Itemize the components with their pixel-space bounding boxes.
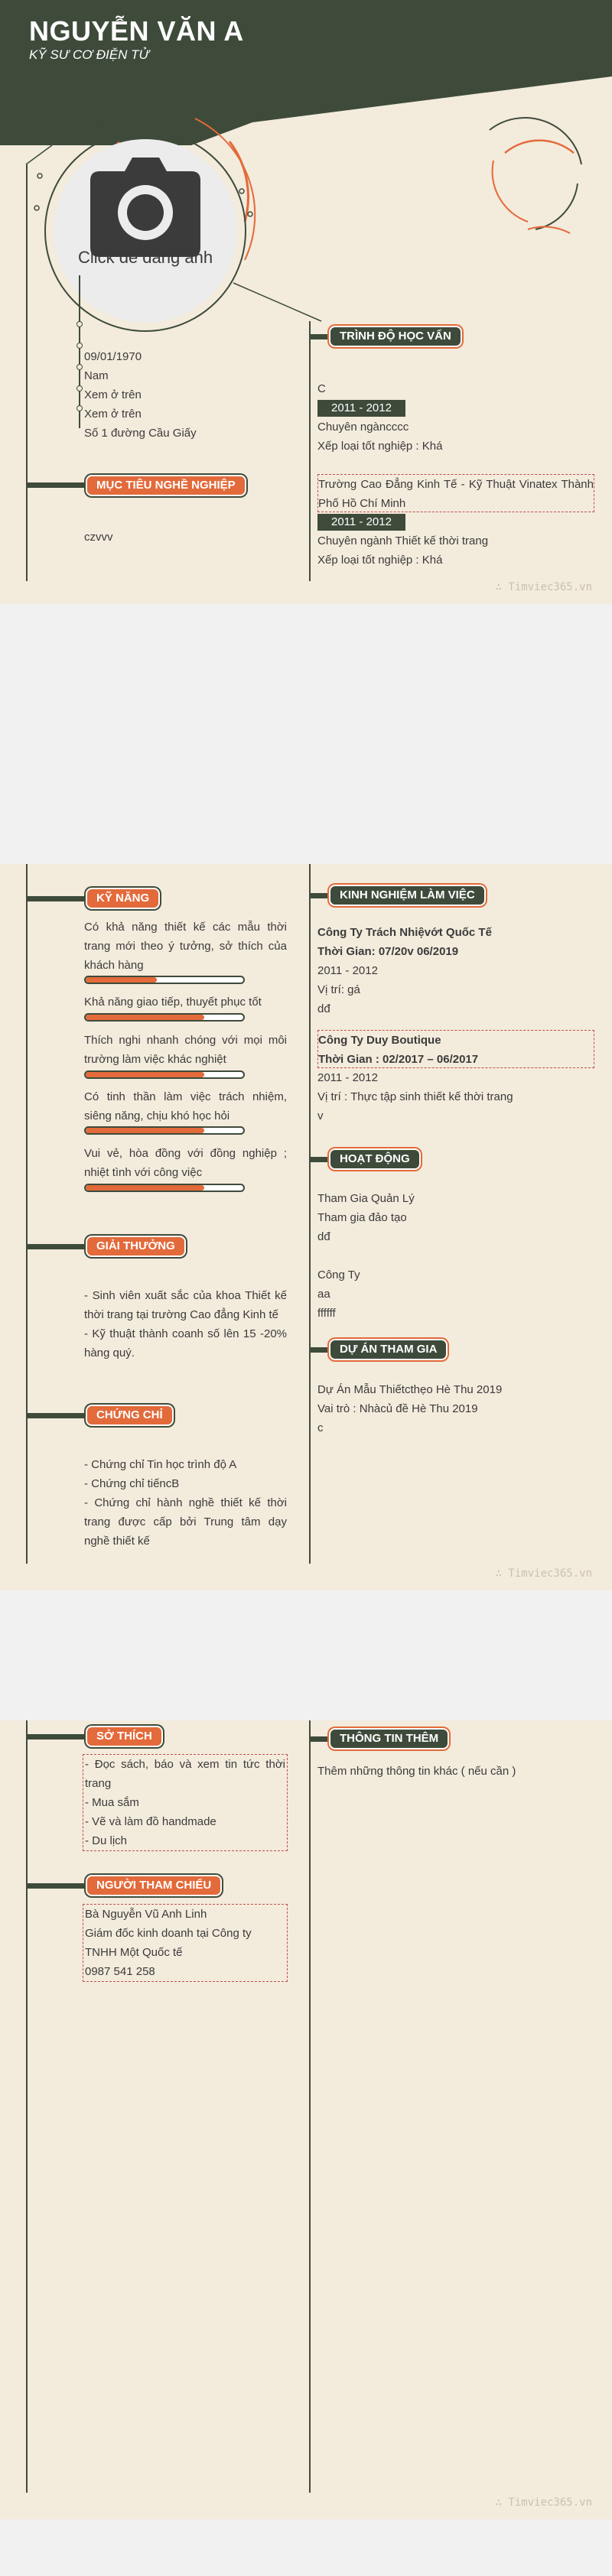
photo-upload[interactable]	[54, 139, 237, 323]
left-timeline-line	[26, 864, 28, 1564]
skill-level-bar	[84, 1184, 245, 1192]
activity-line: Tham gia đảo tạo	[317, 1211, 407, 1224]
skill-level-bar	[84, 1070, 245, 1079]
more-info-title[interactable]: THÔNG TIN THÊM	[329, 1728, 449, 1749]
phone[interactable]: Xem ở trên	[84, 388, 142, 401]
skill-level-fill	[86, 1015, 204, 1020]
cv-page-2	[0, 864, 612, 1590]
education-years[interactable]: 2011 - 2012	[317, 400, 405, 417]
skill-text[interactable]: Có khả năng thiết kế các mẫu thời trang mới theo ý tưởng, sở thích của khách hàng	[84, 921, 287, 972]
objective-content[interactable]: czvvv	[84, 531, 113, 544]
work-years[interactable]: 2011 - 2012	[317, 1071, 378, 1084]
work-position[interactable]: Vị trí : Thực tập sinh thiết kế thời trang	[317, 1090, 513, 1103]
timeline-dot	[76, 321, 83, 327]
certificate-line: - Chứng chỉ tiếncB	[84, 1477, 180, 1490]
birth-date[interactable]: 09/01/1970	[84, 350, 142, 363]
skill-text[interactable]: Khả năng giao tiếp, thuyết phục tốt	[84, 996, 262, 1009]
hobby-line: - Mua sắm	[85, 1796, 139, 1809]
education-title[interactable]: TRÌNH ĐỘ HỌC VẤN	[329, 326, 462, 347]
skill-level-fill	[86, 1072, 204, 1077]
address[interactable]: Số 1 đường Cầu Giấy	[84, 427, 197, 440]
candidate-job-title[interactable]: KỸ SƯ CƠ ĐIỆN TỬ	[29, 47, 149, 62]
experience-entry	[317, 1068, 593, 1126]
projects-content[interactable]	[317, 1380, 593, 1437]
references-content[interactable]	[83, 1904, 288, 1982]
education-grade[interactable]: Xếp loại tốt nghiệp : Khá	[317, 440, 443, 453]
school-name[interactable]: Trường Cao Đẳng Kinh Tế - Kỹ Thuật Vinatex Thành Phố Hồ Chí Minh	[317, 474, 594, 512]
education-major[interactable]: Chuyên ngàncccc	[317, 421, 409, 434]
reference-line: 0987 541 258	[85, 1965, 155, 1978]
activity-line: aa	[317, 1288, 330, 1301]
watermark: ∴ Timviec365.vn	[495, 581, 592, 593]
activity-line: Tham Gia Quản Lý	[317, 1192, 415, 1205]
projects-title[interactable]: DỰ ÁN THAM GIA	[329, 1339, 448, 1360]
awards-title[interactable]: GIẢI THƯỞNG	[86, 1236, 186, 1257]
certificates-content[interactable]	[84, 1455, 287, 1551]
left-timeline-line	[26, 164, 28, 581]
skill-text[interactable]: Có tinh thần làm việc trách nhiệm, siêng năng, chịu khó học hỏi	[84, 1090, 287, 1122]
activities-title[interactable]: HOẠT ĐỘNG	[329, 1148, 421, 1170]
skill-level-fill	[86, 977, 157, 983]
right-timeline-line	[309, 864, 311, 1564]
email[interactable]: Xem ở trên	[84, 408, 142, 421]
timeline-dot	[76, 343, 83, 349]
activities-content[interactable]	[317, 1189, 593, 1323]
skill-level-bar	[84, 1013, 245, 1022]
reference-line: Giám đốc kinh doanh tại Công ty TNHH Một Quốc tế	[85, 1927, 252, 1959]
skill-level-bar	[84, 976, 245, 984]
section-connector	[26, 1244, 87, 1249]
project-line: Dự Án Mẫu Thiếtcthẹo Hè Thu 2019	[317, 1383, 503, 1396]
reference-line: Bà Nguyễn Vũ Anh Linh	[85, 1908, 207, 1921]
work-period[interactable]: Thời Gian: 07/20v 06/2019	[317, 945, 459, 958]
photo-click-text: Click để đăng ảnh	[77, 248, 213, 267]
section-connector	[26, 482, 87, 488]
activity-line: ffffff	[317, 1307, 336, 1320]
work-position[interactable]: Vị trí: gá	[317, 983, 360, 996]
hobby-line: - Vẽ và làm đồ handmade	[85, 1815, 216, 1828]
skill-level-fill	[86, 1128, 204, 1133]
skill-level-fill	[86, 1185, 204, 1191]
awards-content[interactable]	[84, 1286, 287, 1363]
section-connector	[26, 896, 87, 901]
right-timeline-line	[309, 1720, 311, 2493]
experience-entry-highlight	[317, 1030, 594, 1068]
section-connector	[26, 1883, 87, 1889]
award-line: - Sinh viên xuất sắc của khoa Thiết kế thời trang tại trường Cao đẳng Kinh tế	[84, 1289, 287, 1321]
work-years[interactable]: 2011 - 2012	[317, 964, 378, 977]
skill-level-bar	[84, 1126, 245, 1135]
timeline-dot	[76, 385, 83, 391]
personal-info	[84, 347, 252, 443]
company-name[interactable]: Công Ty Duy Boutique	[318, 1034, 441, 1047]
project-line: Vai trò : Nhàcủ đề Hè Thu 2019	[317, 1402, 478, 1415]
activity-line	[317, 1246, 593, 1265]
skill-text[interactable]: Vui vẻ, hòa đồng với đồng nghiệp ; nhiệt tình với công việc	[84, 1147, 287, 1179]
work-description[interactable]: dđ	[317, 1002, 330, 1015]
experience-entry	[317, 923, 593, 1018]
section-connector	[26, 1734, 87, 1740]
cv-page-1	[0, 0, 612, 604]
certificate-line: - Chứng chỉ hành nghề thiết kế thời trang được cấp bởi Trung tâm dạy nghề thiết kế	[84, 1496, 287, 1548]
watermark: ∴ Timviec365.vn	[495, 1567, 592, 1580]
more-info-content[interactable]: Thêm những thông tin khác ( nếu cần )	[317, 1765, 516, 1778]
hobby-line: - Đọc sách, báo và xem tin tức thời trang	[85, 1758, 285, 1790]
references-title[interactable]: NGƯỜI THAM CHIẾU	[86, 1875, 222, 1896]
certificates-title[interactable]: CHỨNG CHỈ	[86, 1405, 174, 1426]
company-name[interactable]: Công Ty Trách Nhiệvớt Quốc Tế	[317, 926, 492, 939]
experience-title[interactable]: KINH NGHIỆM LÀM VIỆC	[329, 885, 486, 906]
project-line: c	[317, 1421, 324, 1434]
education-entry	[317, 512, 593, 570]
gender[interactable]: Nam	[84, 369, 109, 382]
work-period[interactable]: Thời Gian : 02/2017 – 06/2017	[318, 1053, 479, 1066]
skill-text[interactable]: Thích nghi nhanh chóng với mọi môi trường làm việc khác nghiệt	[84, 1034, 287, 1066]
activity-line: dđ	[317, 1230, 330, 1243]
work-description[interactable]: v	[317, 1109, 324, 1122]
certificate-line: - Chứng chỉ Tin học trình độ A	[84, 1458, 237, 1471]
hobbies-content[interactable]	[83, 1754, 288, 1851]
education-years[interactable]: 2011 - 2012	[317, 514, 405, 531]
award-line: - Kỹ thuật thành coanh số lên 15 -20% hàng quý.	[84, 1327, 287, 1359]
left-timeline-line	[26, 1720, 28, 2493]
activity-line: Công Ty	[317, 1269, 360, 1282]
right-timeline-line	[309, 321, 311, 581]
skills-title[interactable]: KỸ NĂNG	[86, 888, 160, 909]
school-name[interactable]: C	[317, 382, 326, 395]
timeline-dot	[76, 405, 83, 411]
hobby-line: - Du lịch	[85, 1834, 128, 1847]
cv-page-3	[0, 1720, 612, 2519]
objective-title[interactable]: MỤC TIÊU NGHỀ NGHIỆP	[86, 475, 246, 496]
timeline-dot	[76, 364, 83, 370]
education-grade[interactable]: Xếp loại tốt nghiệp : Khá	[317, 554, 443, 567]
education-entry	[317, 379, 593, 456]
section-connector	[26, 1413, 87, 1418]
candidate-name[interactable]: NGUYỄN VĂN A	[29, 15, 244, 47]
education-major[interactable]: Chuyên ngành Thiết kế thời trang	[317, 534, 489, 547]
camera-icon	[90, 158, 200, 257]
hobbies-title[interactable]: SỞ THÍCH	[86, 1726, 163, 1747]
watermark: ∴ Timviec365.vn	[495, 2496, 592, 2509]
